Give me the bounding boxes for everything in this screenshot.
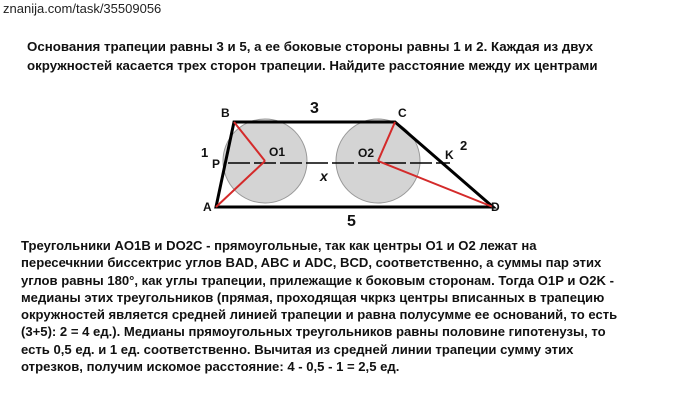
solution-line: отрезков, получим искомое расстояние: 4 - 0,5 - 1 = 2,5 ед. bbox=[21, 359, 400, 375]
solution-line: медианы этих треугольников (прямая, проходящая чкркз центры вписанных в трапецию bbox=[21, 289, 605, 305]
label-d: D bbox=[491, 200, 500, 214]
problem-line: окружностей касается трех сторон трапеции. Найдите расстояние между их центрами bbox=[27, 58, 598, 73]
source-url: znanija.com/task/35509056 bbox=[3, 1, 162, 16]
label-k: K bbox=[445, 148, 454, 162]
label-x: x bbox=[320, 168, 328, 184]
label-left-side: 1 bbox=[201, 145, 209, 160]
label-o2: O2 bbox=[358, 146, 375, 160]
solution-text bbox=[21, 237, 681, 375]
label-c: C bbox=[398, 106, 407, 120]
label-bottom-base: 5 bbox=[347, 213, 356, 230]
solution-line: (3+5): 2 = 4 ед.). Медианы прямоугольных треугольников равны половине гипотенузы, то bbox=[21, 324, 606, 340]
label-p: P bbox=[212, 157, 221, 171]
trapezoid-diagram bbox=[195, 95, 515, 235]
problem-statement bbox=[27, 37, 677, 75]
solution-line: окружностей является средней линией трапеции и равна полусумме ее оснований, то есть bbox=[21, 307, 618, 323]
label-a: A bbox=[203, 200, 212, 214]
solution-line: есть 0,5 ед. и 1 ед. соответственно. Вычитая из средней линии трапеции сумму этих bbox=[21, 341, 574, 357]
label-right-side: 2 bbox=[460, 138, 468, 153]
solution-line: пересечкнии биссектрис углов BAD, ABC и ADC, BCD, соответственно, а суммы пар этих bbox=[21, 255, 602, 271]
label-top-base: 3 bbox=[310, 100, 319, 117]
solution-line: Треугольники AO1B и DO2C - прямоугольные, так как центры O1 и O2 лежат на bbox=[21, 238, 537, 253]
label-o1: O1 bbox=[269, 145, 286, 159]
label-b: B bbox=[221, 106, 230, 120]
solution-line: углов равны 180°, как углы трапеции, прилежащие к боковым сторонам. Тогда O1P и O2K - bbox=[21, 272, 614, 288]
problem-line: Основания трапеции равны 3 и 5, а ее боковые стороны равны 1 и 2. Каждая из двух bbox=[27, 39, 594, 54]
